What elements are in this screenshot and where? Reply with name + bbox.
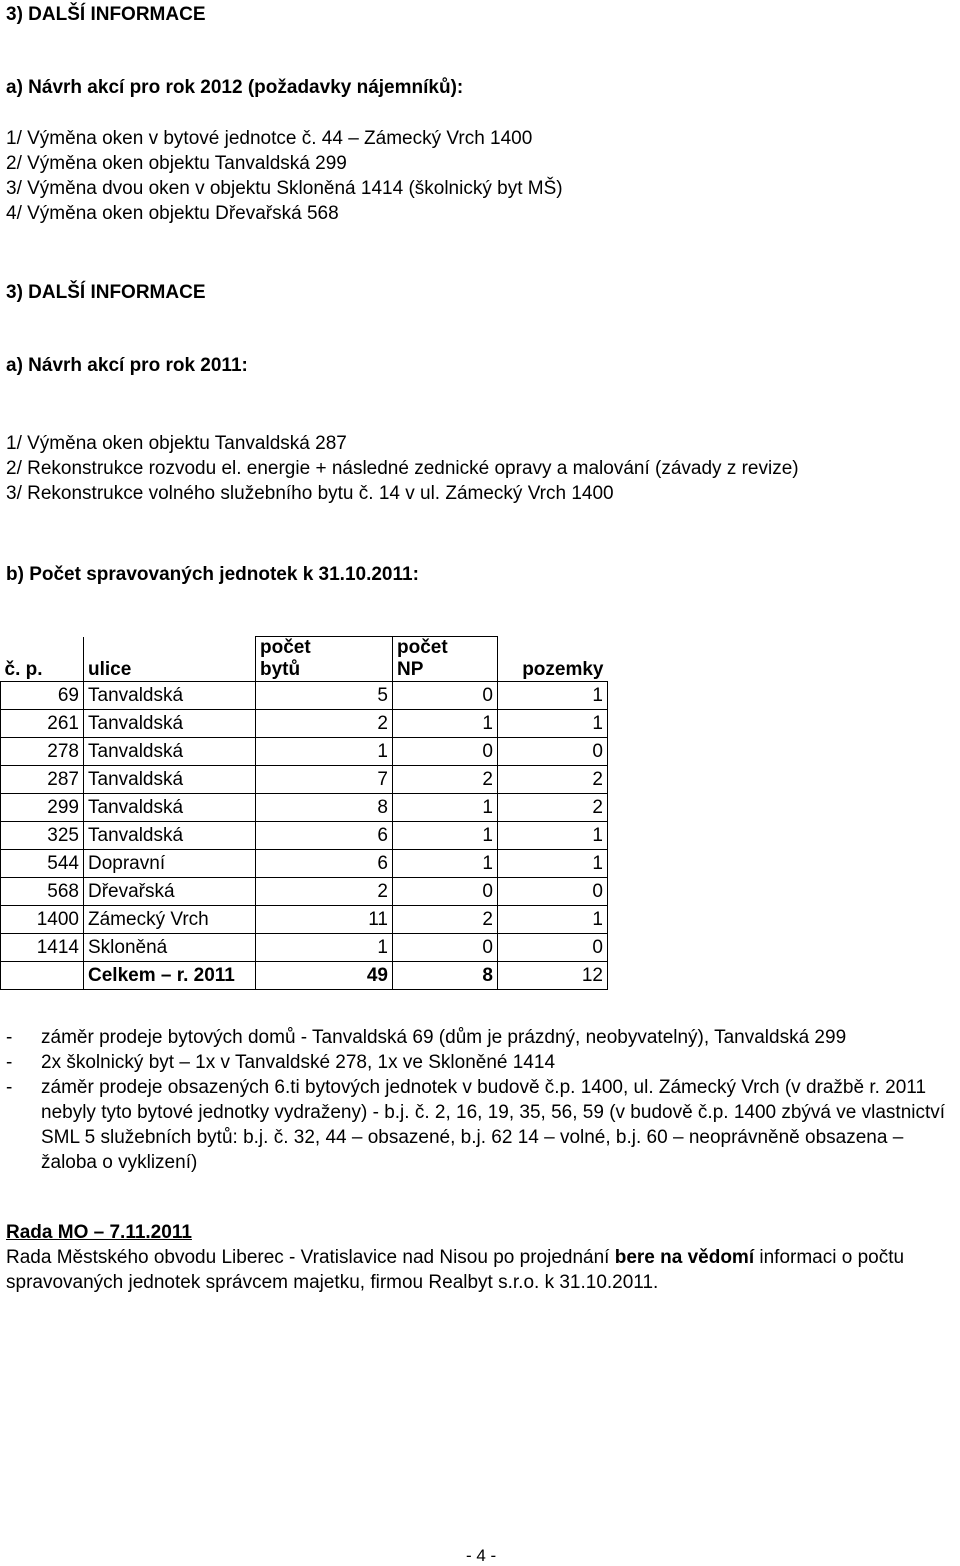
section1-item: 2/ Výměna oken objektu Tanvaldská 299 (6, 153, 347, 174)
section2-item: 2/ Rekonstrukce rozvodu el. energie + následné zednické opravy a malování (závady z revize) (6, 458, 799, 479)
section2-item: 1/ Výměna oken objektu Tanvaldská 287 (6, 433, 347, 454)
total-np: 8 (393, 962, 498, 990)
section1-item: 4/ Výměna oken objektu Dřevařská 568 (6, 203, 339, 224)
header-cp: č. p. (1, 637, 84, 682)
total-byty: 49 (256, 962, 393, 990)
section1-subheading: a) Návrh akcí pro rok 2012 (požadavky nájemníků): (6, 77, 464, 98)
table-row: 568 Dřevařská 2 0 0 (1, 878, 608, 906)
section2-heading: 3) DALŠÍ INFORMACE (6, 282, 206, 303)
rada-title: Rada MO – 7.11.2011 (6, 1222, 192, 1243)
table-row: 278 Tanvaldská 1 0 0 (1, 738, 608, 766)
rada-text: Rada Městského obvodu Liberec - Vratislavice nad Nisou po projednání bere na vědomí informaci o počtu spravovaných jednotek správcem majetku, firmou Realbyt s.r.o. k 31.10.2011. (6, 1247, 905, 1293)
table-row: 325 Tanvaldská 6 1 1 (1, 822, 608, 850)
list-item: - záměr prodeje bytových domů - Tanvaldská 69 (dům je prázdný, neobyvatelný), Tanvaldská 299 (6, 1027, 847, 1048)
notes-list (6, 1025, 956, 1175)
list-item: - 2x školnický byt – 1x v Tanvaldské 278, 1x ve Skloněné 1414 (6, 1052, 556, 1073)
header-ulice: ulice (84, 637, 256, 682)
table-row: 287 Tanvaldská 7 2 2 (1, 766, 608, 794)
list-item: - záměr prodeje obsazených 6.ti bytových jednotek v budově č.p. 1400, ul. Zámecký Vrch (v dražbě r. 2011 nebyly tyto bytové jednotky vydraženy) - b.j. č. 2, 16, 19, 35, 56, 59 (v budově č.p. 1400 zbývá ve vlastnictví SML 5 služebních bytů: b.j. č. 32, 44 – obsazené, b.j. 62 14 – volné, b.j. 60 – neoprávněně obsazena – žaloba o vyklizení) (6, 1077, 946, 1173)
table-row: 544 Dopravní 6 1 1 (1, 850, 608, 878)
header-pozemky: pozemky (498, 637, 608, 682)
table-row: 1400 Zámecký Vrch 11 2 1 (1, 906, 608, 934)
header-byty: počet bytů (256, 637, 393, 682)
total-label: Celkem – r. 2011 (84, 962, 256, 990)
table-header-row (1, 637, 608, 682)
section1-item: 1/ Výměna oken v bytové jednotce č. 44 – Zámecký Vrch 1400 (6, 128, 533, 149)
section2-subheading: a) Návrh akcí pro rok 2011: (6, 355, 248, 376)
page-number: - 4 - (466, 1546, 497, 1565)
table-title: b) Počet spravovaných jednotek k 31.10.2011: (6, 564, 419, 585)
table-total-row (1, 962, 608, 990)
table-row: 261 Tanvaldská 2 1 1 (1, 710, 608, 738)
table-row: 1414 Skloněná 1 0 0 (1, 934, 608, 962)
units-table (0, 636, 608, 990)
total-empty-cell (1, 962, 84, 990)
table-row: 299 Tanvaldská 8 1 2 (1, 794, 608, 822)
section1-item: 3/ Výměna dvou oken v objektu Skloněná 1414 (školnický byt MŠ) (6, 178, 563, 199)
section2-item: 3/ Rekonstrukce volného služebního bytu č. 14 v ul. Zámecký Vrch 1400 (6, 483, 614, 504)
table-row: 69 Tanvaldská 5 0 1 (1, 682, 608, 710)
header-np: počet NP (393, 637, 498, 682)
section1-heading: 3) DALŠÍ INFORMACE (6, 4, 206, 25)
total-pozemky: 12 (498, 962, 608, 990)
